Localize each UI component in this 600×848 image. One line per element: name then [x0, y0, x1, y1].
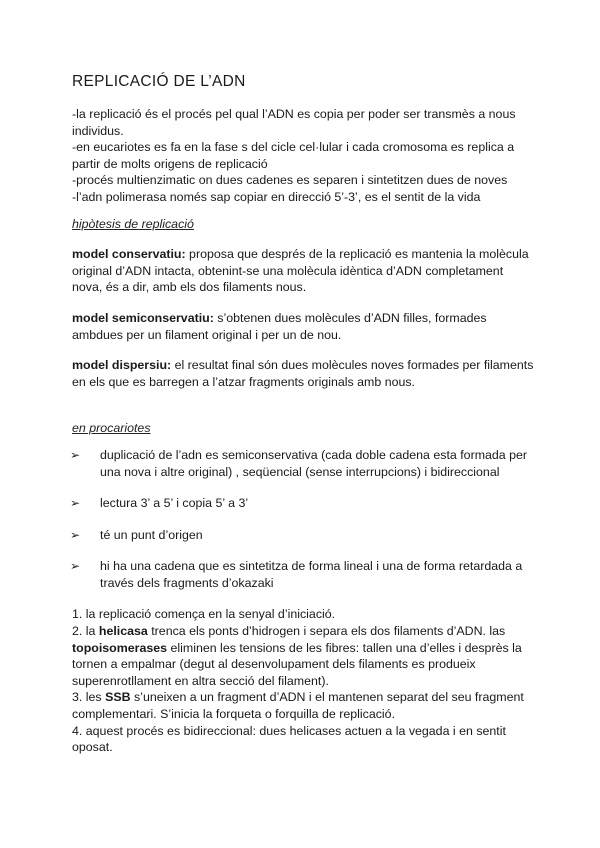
model-text: el resultat final són dues molècules noves formades per filaments en els que es barregen a l’atzar fragments originals amb nous. [72, 358, 534, 389]
model-name: model conservatiu: [72, 247, 186, 262]
term-ssb: SSB [105, 690, 131, 705]
step-text: trenca els ponts d’hidrogen i separa els dos filaments d’ADN. las [147, 624, 506, 639]
step-1: 1. la replicació comença en la senyal d’iniciació. [72, 607, 336, 622]
model-semiconservative [72, 310, 534, 343]
intro-line: -l’adn polimerasa només sap copiar en direcció 5’-3’, es el sentit de la vida [72, 189, 481, 204]
step-text: 2. la [72, 624, 99, 639]
arrow-bullet-icon: ➢ [70, 447, 81, 462]
step-text: 3. les [72, 690, 106, 705]
document-title: REPLICACIÓ DE L’ADN [72, 73, 246, 90]
list-item [72, 495, 534, 512]
intro-line: -en eucariotes es fa en la fase s del cicle cel·lular i cada cromosoma es replica a partir de molts origens de replicació [72, 140, 515, 171]
document-page [72, 72, 534, 756]
step-text: s’uneixen a un fragment d’ADN i el mantenen separat del seu fragment complementari. S’inicia la forqueta o forquilla de replicació. [72, 690, 524, 722]
bullet-text: hi ha una cadena que es sintetitza de forma lineal i una de forma retardada a través dels fragments d’okazaki [100, 559, 523, 590]
arrow-bullet-icon: ➢ [70, 496, 81, 511]
intro-line: -procés multienzimatic on dues cadenes es separen i sintetitzen dues de noves [72, 173, 508, 188]
prokaryotes-section [72, 420, 534, 591]
list-item [72, 447, 534, 480]
model-dispersive [72, 357, 534, 390]
hypotheses-heading: hipòtesis de replicació [72, 216, 194, 231]
arrow-bullet-icon: ➢ [70, 559, 81, 574]
model-text: s’obtenen dues molècules d’ADN filles, formades ambdues per un filament original i per un de nou. [72, 310, 487, 342]
bullet-text: lectura 3’ a 5’ i copia 5’ a 3’ [100, 496, 249, 511]
step-3 [72, 689, 534, 722]
model-name: model semiconservatiu: [72, 310, 214, 325]
step-4: 4. aquest procés es bidireccional: dues helicases actuen a la vegada i en sentit oposat. [72, 723, 506, 755]
arrow-bullet-icon: ➢ [70, 527, 81, 542]
term-helicasa: helicasa [98, 624, 148, 639]
list-item [72, 527, 534, 544]
model-text: proposa que després de la replicació es mantenia la molècula original d’ADN intacta, obtenint-se una molècula idèntica d’ADN completament nova, és a dir, amb els dos filaments nous. [72, 247, 529, 295]
prokaryotes-heading: en procariotes [72, 421, 151, 436]
list-item [72, 558, 534, 591]
term-topoisomerases: topoisomerases [72, 640, 168, 655]
intro-section [72, 106, 534, 206]
bullet-text: té un punt d’origen [100, 527, 203, 542]
prokaryotes-bullet-list [72, 447, 534, 592]
step-2 [72, 623, 534, 689]
replication-steps [72, 606, 534, 755]
hypotheses-section [72, 216, 534, 391]
intro-line: -la replicació és el procés pel qual l’ADN es copia per poder ser transmès a nous individus. [72, 107, 516, 138]
bullet-text: duplicació de l’adn es semiconservativa (cada doble cadena esta formada per una nova i altre original) , seqüencial (sense interrupcions) i bidireccional [100, 447, 528, 479]
model-conservative [72, 246, 534, 296]
step-text: eliminen les tensions de les fibres: tallen una d’elles i desprès la tornen a empalmar (degut al desenvolupament dels filaments es produeix superenrotllament en altra secció del filament). [72, 640, 522, 688]
model-name: model dispersiu: [72, 358, 172, 373]
